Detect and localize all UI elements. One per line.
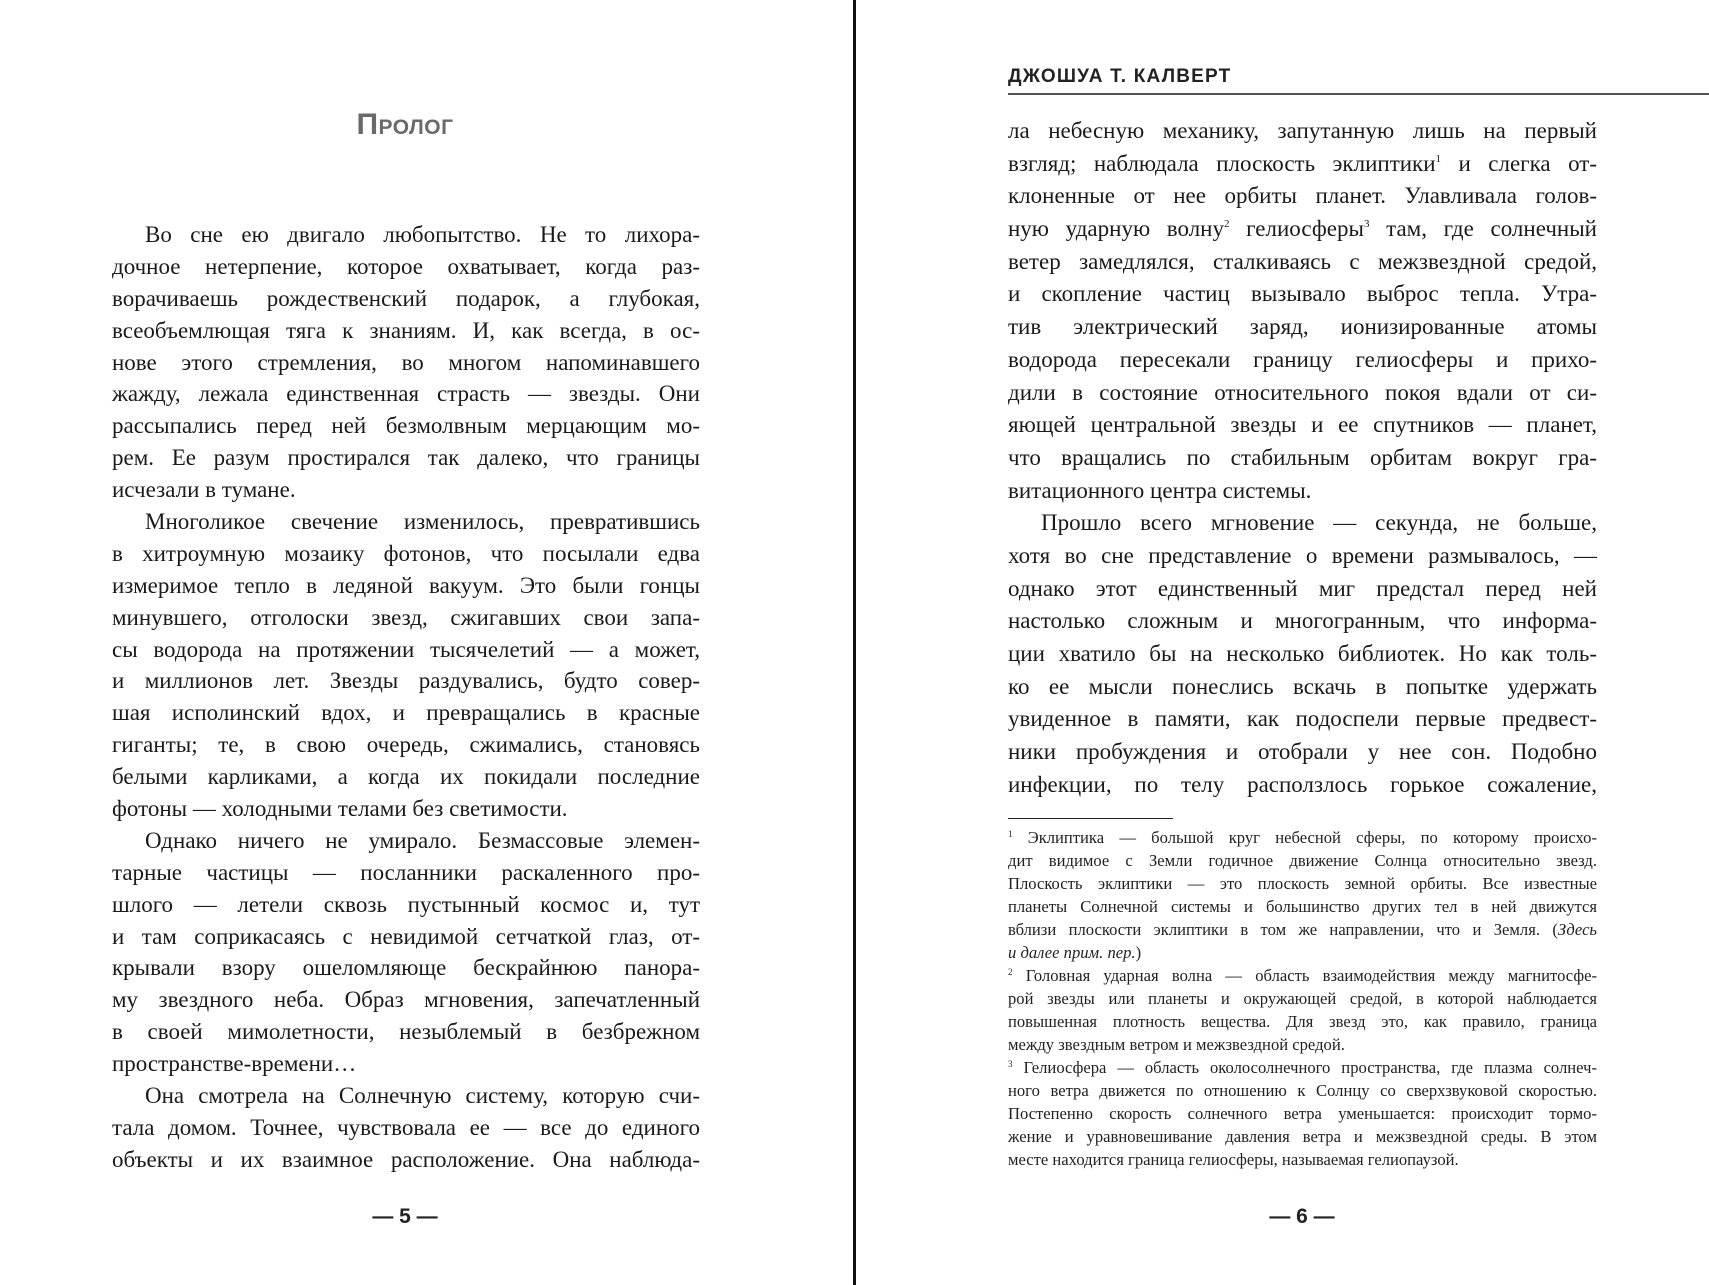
text-segment: ветер замедлялся, сталкиваясь с межзвездной средой,: [1008, 248, 1597, 274]
footnote: [1008, 1056, 1597, 1171]
text-segment: ): [1135, 943, 1142, 962]
text-segment: Гелиосфера — область околосолнечного пространства, где плазма солнеч-: [1012, 1058, 1597, 1077]
text-line: [1008, 442, 1597, 475]
text-line: [1008, 703, 1597, 736]
text-segment: водорода пересекали границу гелиосферы и прихо-: [1008, 346, 1597, 372]
text-line: [1008, 736, 1597, 769]
text-segment: ворачиваешь рождественский подарок, а глубокая,: [112, 285, 700, 311]
text-line: [112, 538, 700, 570]
text-segment: Головная ударная волна — область взаимодействия между магнитосфе-: [1012, 966, 1597, 985]
text-line: [1008, 115, 1597, 148]
text-segment: тала домом. Точнее, чувствовала ее — все до единого: [112, 1114, 700, 1140]
paragraph: [112, 219, 700, 506]
text-line: [112, 921, 700, 953]
text-line: [112, 1144, 700, 1176]
right-page-body: [1008, 115, 1597, 801]
footnotes: [1008, 826, 1597, 1171]
text-segment: увиденное в памяти, как подоспели первые предвест-: [1008, 706, 1597, 732]
text-line: [1008, 941, 1597, 964]
text-line: [1008, 964, 1597, 987]
text-segment: витационного центра системы.: [1008, 477, 1312, 503]
text-line: [112, 825, 700, 857]
text-segment: нове этого стремления, во многом напоминавшего: [112, 349, 700, 375]
text-line: [112, 793, 700, 825]
text-line: [1008, 918, 1597, 941]
text-segment: планеты Солнечной системы и большинство других тел в ней движутся: [1008, 897, 1597, 916]
text-line: [1008, 987, 1597, 1010]
text-line: [1008, 540, 1597, 573]
text-line: [112, 1112, 700, 1144]
text-segment: однако этот единственный миг предстал перед ней: [1008, 575, 1597, 601]
footnote-marker: 3: [1008, 1059, 1013, 1069]
text-line: [112, 665, 700, 697]
text-segment: что вращались по стабильным орбитам вокруг гра-: [1008, 444, 1597, 470]
text-segment: хотя во сне представление о времени размывалось, —: [1008, 542, 1597, 568]
paragraph: [112, 825, 700, 1080]
text-line: [1008, 895, 1597, 918]
text-segment: ную ударную волну: [1008, 216, 1224, 242]
text-line: [112, 251, 700, 283]
text-segment: исчезали в тумане.: [112, 477, 296, 503]
text-segment: объекты и их взаимное расположение. Она наблюда-: [112, 1146, 700, 1172]
text-segment: месте находится граница гелиосферы, называемая гелиопаузой.: [1008, 1150, 1459, 1169]
text-segment: фотоны — холодными телами без светимости.: [112, 796, 568, 822]
running-head-author: ДЖОШУА Т. КАЛВЕРТ: [1008, 66, 1232, 87]
text-segment: тив электрический заряд, ионизированные атомы: [1008, 314, 1597, 340]
text-segment: между звездным ветром и межзвездной средой.: [1008, 1035, 1345, 1054]
text-segment: клоненные от нее орбиты планет. Улавливала голов-: [1008, 183, 1597, 209]
text-line: [1008, 377, 1597, 410]
text-line: [112, 857, 700, 889]
text-segment: и скопление частиц вызывало выброс тепла. Утра-: [1008, 281, 1597, 307]
text-line: [112, 952, 700, 984]
paragraph: [1008, 507, 1597, 801]
text-segment: дочное нетерпение, которое охватывает, когда раз-: [112, 253, 700, 279]
text-segment: и миллионов лет. Звезды раздувались, будто совер-: [112, 668, 700, 694]
text-segment: дили в состояние относительного покоя вдали от си-: [1008, 379, 1597, 405]
text-line: [112, 442, 700, 474]
text-segment: в своей мимолетности, незыблемый в безбрежном: [112, 1019, 700, 1045]
text-segment: Плоскость эклиптики — это плоскость земной орбиты. Все известные: [1008, 874, 1597, 893]
text-segment: яющей центральной звезды и ее спутников — планет,: [1008, 412, 1597, 438]
text-line: [1008, 180, 1597, 213]
text-line: [1008, 507, 1597, 540]
text-line: [1008, 475, 1597, 508]
text-segment: рем. Ее разум простирался так далеко, что границы: [112, 445, 700, 471]
text-line: [1008, 278, 1597, 311]
text-segment: Она смотрела на Солнечную систему, которую счи-: [145, 1083, 700, 1109]
text-line: [112, 506, 700, 538]
text-segment: пространстве-времени…: [112, 1051, 357, 1077]
text-segment: минувшего, отголоски звезд, сжигавших свои запа-: [112, 604, 700, 630]
chapter-title: Пролог: [356, 108, 454, 141]
page-number-left: — 5 —: [372, 1205, 438, 1228]
text-segment: белыми карликами, а когда их покидали последние: [112, 764, 700, 790]
footnote: [1008, 964, 1597, 1056]
footnote-marker: 3: [1363, 218, 1370, 231]
text-segment: инфекции, по телу расползлось горькое сожаление,: [1008, 771, 1597, 797]
page-number-right: — 6 —: [1269, 1205, 1335, 1228]
left-page-body: [112, 219, 700, 1176]
text-line: [112, 697, 700, 729]
text-line: [1008, 573, 1597, 606]
text-line: [112, 729, 700, 761]
text-line: [1008, 1148, 1597, 1171]
text-segment: сы водорода на протяжении тысячелетий — а может,: [112, 636, 700, 662]
text-line: [112, 283, 700, 315]
text-line: [112, 984, 700, 1016]
text-segment: жение и уравновешивание давления ветра и межзвездной среды. В этом: [1008, 1127, 1597, 1146]
text-line: [1008, 605, 1597, 638]
text-segment: Здесь: [1557, 920, 1597, 939]
text-line: [1008, 1056, 1597, 1079]
text-line: [1008, 826, 1597, 849]
text-segment: рассыпались перед ней безмолвным мерцающим мо-: [112, 413, 700, 439]
text-line: [112, 1080, 700, 1112]
text-segment: и далее прим. пер.: [1008, 943, 1136, 962]
text-segment: и слегка от-: [1441, 150, 1597, 176]
text-line: [112, 761, 700, 793]
text-segment: Однако ничего не умирало. Безмассовые элемен-: [145, 827, 700, 853]
text-segment: повышенная плотность вещества. Для звезд это, как правило, граница: [1008, 1012, 1597, 1031]
footnote: [1008, 826, 1597, 964]
book-gutter-divider: [853, 0, 856, 1285]
text-segment: вблизи плоскости эклиптики в том же направлении, что и Земля. (: [1008, 920, 1558, 939]
text-line: [1008, 409, 1597, 442]
text-segment: там, где солнечный: [1369, 216, 1597, 242]
text-line: [112, 474, 700, 506]
text-segment: Многоликое свечение изменилось, превратившись: [145, 509, 700, 535]
text-line: [1008, 849, 1597, 872]
text-segment: шлого — летели сквозь пустынный космос и, тут: [112, 891, 700, 917]
text-segment: взгляд; наблюдала плоскость эклиптики: [1008, 150, 1436, 176]
text-segment: тарные частицы — посланники раскаленного про-: [112, 859, 700, 885]
text-line: [1008, 1010, 1597, 1033]
text-line: [1008, 1102, 1597, 1125]
text-line: [1008, 1125, 1597, 1148]
text-line: [112, 347, 700, 379]
text-line: [1008, 1079, 1597, 1102]
text-line: [112, 1016, 700, 1048]
text-line: [112, 378, 700, 410]
text-segment: ники пробуждения и отобрали у нее сон. Подобно: [1008, 739, 1597, 765]
text-line: [1008, 148, 1597, 181]
text-segment: и там соприкасаясь с невидимой сетчаткой глаз, от-: [112, 923, 700, 949]
text-segment: гелиосферы: [1229, 216, 1364, 242]
text-line: [112, 889, 700, 921]
text-segment: рой звезды или планеты и окружающей средой, в которой наблюдается: [1008, 989, 1597, 1008]
text-line: [112, 219, 700, 251]
text-segment: настолько сложным и многогранным, что информа-: [1008, 608, 1597, 634]
running-head-rule: [1008, 93, 1709, 95]
text-segment: Эклиптика — большой круг небесной сферы, по которому происхо-: [1012, 828, 1597, 847]
paragraph: [112, 506, 700, 825]
footnote-marker: 1: [1435, 152, 1442, 165]
text-segment: Во сне ею двигало любопытство. Не то лихора-: [145, 222, 700, 247]
text-line: [112, 634, 700, 666]
footnote-marker: 2: [1008, 967, 1013, 977]
text-segment: гиганты; те, в свою очередь, сжимались, становясь: [112, 732, 700, 758]
text-line: [1008, 769, 1597, 802]
text-line: [112, 315, 700, 347]
text-segment: ла небесную механику, запутанную лишь на первый: [1008, 118, 1597, 143]
text-line: [1008, 344, 1597, 377]
text-line: [1008, 1033, 1597, 1056]
text-segment: Постепенно скорость солнечного ветра уменьшается: происходит тормо-: [1008, 1104, 1597, 1123]
paragraph: [1008, 115, 1597, 507]
text-segment: ного ветра движется по отношению к Солнцу со сверхзвуковой скоростью.: [1008, 1081, 1597, 1100]
text-segment: всеобъемлющая тяга к знаниям. И, как всегда, в ос-: [112, 317, 700, 343]
text-line: [1008, 872, 1597, 895]
text-segment: дит видимое с Земли годичное движение Солнца относительно звезд.: [1008, 851, 1597, 870]
text-segment: ции хватило бы на несколько библиотек. Но как толь-: [1008, 641, 1597, 666]
text-line: [112, 602, 700, 634]
text-line: [1008, 638, 1597, 671]
text-line: [112, 1048, 700, 1080]
text-line: [112, 410, 700, 442]
text-segment: жажду, лежала единственная страсть — звезды. Они: [112, 381, 700, 407]
text-segment: Прошло всего мгновение — секунда, не больше,: [1041, 510, 1597, 536]
text-segment: в хитроумную мозаику фотонов, что посылали едва: [112, 540, 700, 566]
text-segment: ко ее мысли понеслись вскачь в попытке удержать: [1008, 673, 1597, 699]
text-line: [1008, 671, 1597, 704]
footnote-marker: 1: [1008, 829, 1013, 839]
footnote-separator: [1008, 818, 1173, 819]
text-line: [1008, 246, 1597, 279]
footnote-marker: 2: [1224, 218, 1230, 231]
text-line: [1008, 311, 1597, 344]
paragraph: [112, 1080, 700, 1176]
text-segment: крывали взору ошеломляюще бескрайнюю панора-: [112, 955, 700, 981]
text-segment: шая исполинский вдох, и превращались в красные: [112, 700, 700, 726]
text-line: [1008, 213, 1597, 246]
text-line: [112, 570, 700, 602]
text-segment: му звездного неба. Образ мгновения, запечатленный: [112, 987, 700, 1013]
text-segment: измеримое тепло в ледяной вакуум. Это были гонцы: [112, 572, 700, 598]
